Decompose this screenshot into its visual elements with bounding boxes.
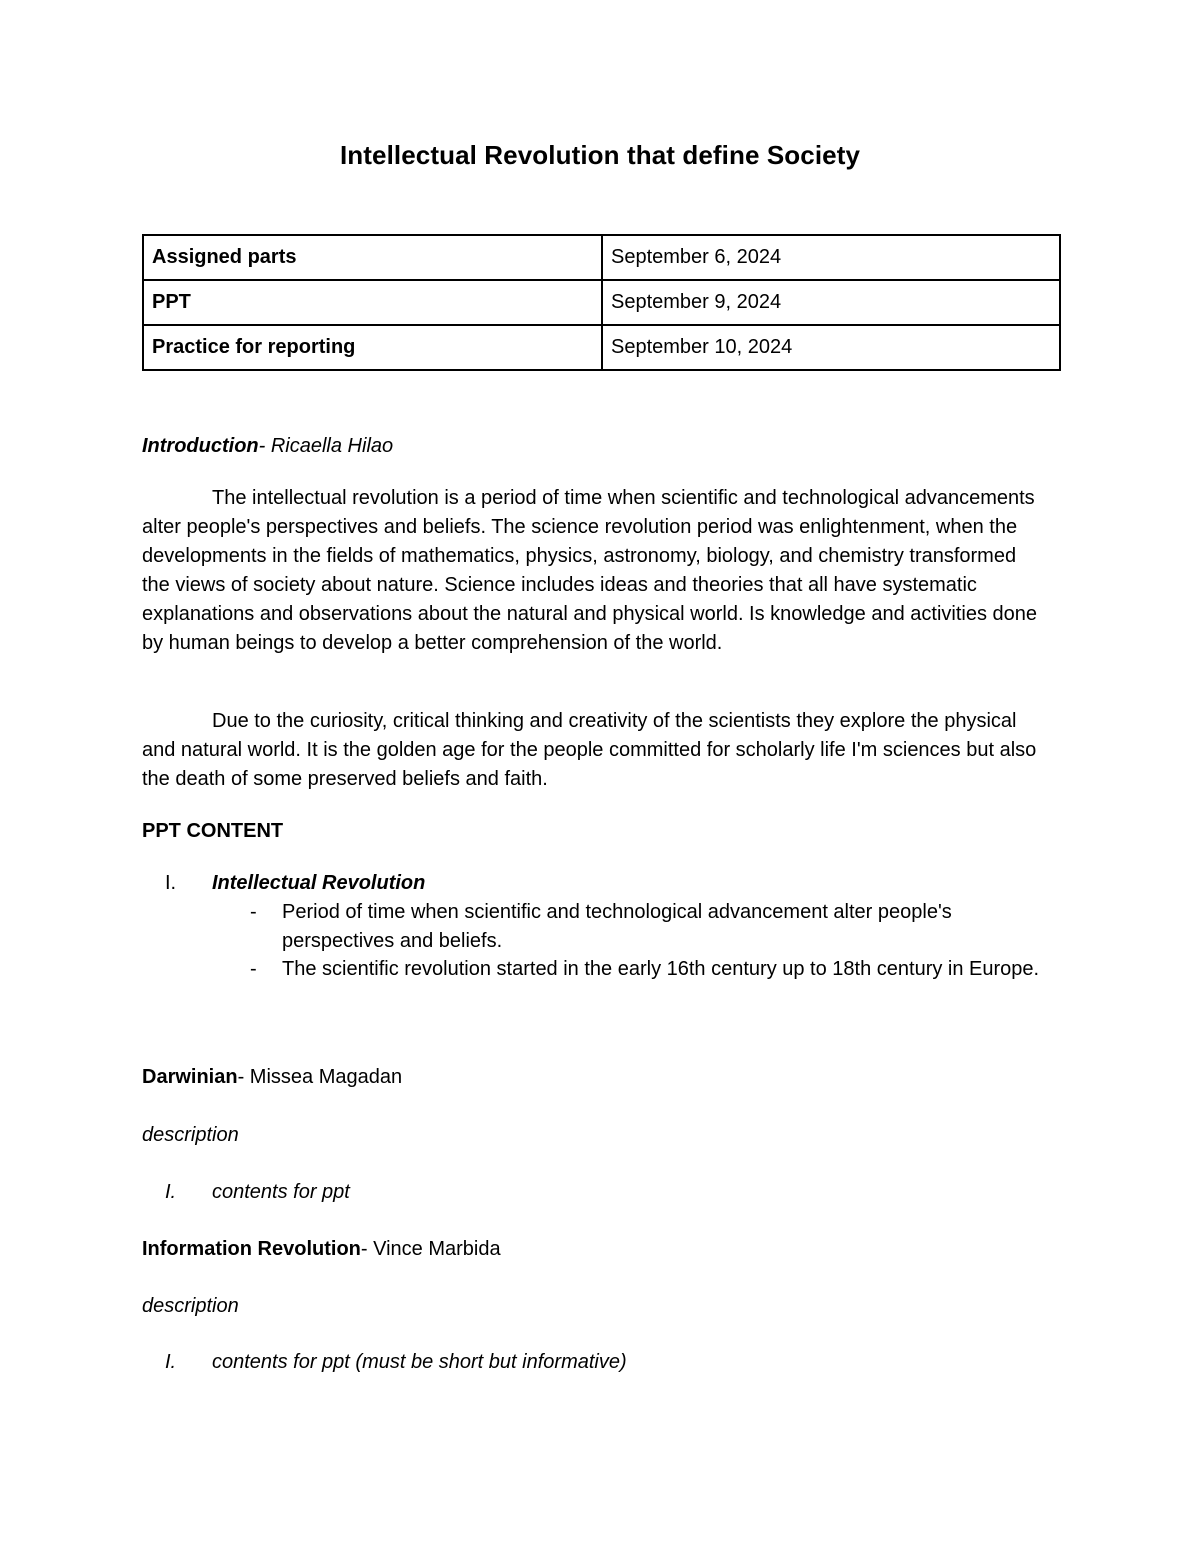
introduction-paragraph: The intellectual revolution is a period of time when scientific and technological advancements alter people's perspectives and beliefs. The science revolution period was enlightenment, when the developments in the fields of mathematics, physics, astronomy, biology, and chemistry transformed the views of society about nature. Science includes ideas and theories that all have systematic explanations and observations about the natural and physical world. Is knowledge and activities done by human beings to develop a better comprehension of the world. [142, 487, 1038, 654]
ppt-content-bullet [250, 898, 1040, 956]
information-revolution-heading [142, 1235, 1042, 1264]
information-revolution-title: Information Revolution [142, 1238, 361, 1260]
information-revolution-item-text: contents for ppt (must be short but informative) [212, 1351, 627, 1373]
information-revolution-separator: - [360, 1238, 374, 1260]
introduction-separator: - [258, 435, 271, 457]
introduction-paragraph-1-block [142, 484, 1042, 658]
schedule-date: September 9, 2024 [602, 280, 1060, 325]
list-numeral: I. [165, 1181, 177, 1203]
darwinian-item-text: contents for ppt [212, 1181, 350, 1203]
table-row [143, 325, 1060, 370]
darwinian-heading [142, 1063, 1042, 1092]
schedule-date: September 6, 2024 [602, 235, 1060, 280]
schedule-date: September 10, 2024 [602, 325, 1060, 370]
introduction-title: Introduction [142, 435, 259, 457]
bullet-text: The scientific revolution started in the early 16th century up to 18th century in Europe. [282, 958, 1040, 980]
darwinian-description: description [142, 1124, 239, 1146]
ppt-content-item-title: Intellectual Revolution [212, 872, 426, 894]
document-title: Intellectual Revolution that define Society [339, 140, 861, 170]
introduction-heading [142, 432, 1042, 461]
schedule-task: Practice for reporting [143, 325, 602, 370]
table-row [143, 280, 1060, 325]
darwinian-separator: - [237, 1066, 250, 1088]
information-revolution-author: Vince Marbida [373, 1238, 501, 1260]
schedule-task: PPT [143, 280, 602, 325]
information-revolution-description: description [142, 1295, 239, 1317]
ppt-content-heading: PPT CONTENT [142, 820, 284, 842]
introduction-paragraph-2-block [142, 707, 1042, 794]
darwinian-title: Darwinian [142, 1066, 238, 1088]
darwinian-author: Missea Magadan [249, 1066, 403, 1088]
bullet-marker: - [250, 958, 257, 980]
bullet-text: Period of time when scientific and technological advancement alter people's perspectives and beliefs. [282, 901, 952, 952]
darwinian-item [0, 1178, 1200, 1207]
ppt-content-bullet [250, 955, 1040, 1013]
introduction-paragraph: Due to the curiosity, critical thinking and creativity of the scientists they explore the physical and natural world. It is the golden age for the people committed for scholarly life I'm sciences but also the death of some preserved beliefs and faith. [142, 710, 1037, 790]
list-numeral: I. [165, 1351, 177, 1373]
table-row [143, 235, 1060, 280]
bullet-marker: - [250, 901, 257, 923]
schedule-task: Assigned parts [143, 235, 602, 280]
schedule-table [142, 234, 1061, 371]
ppt-content-item [0, 869, 1200, 898]
introduction-author: Ricaella Hilao [270, 435, 394, 457]
list-numeral: I. [165, 872, 177, 894]
information-revolution-item [0, 1348, 1200, 1377]
